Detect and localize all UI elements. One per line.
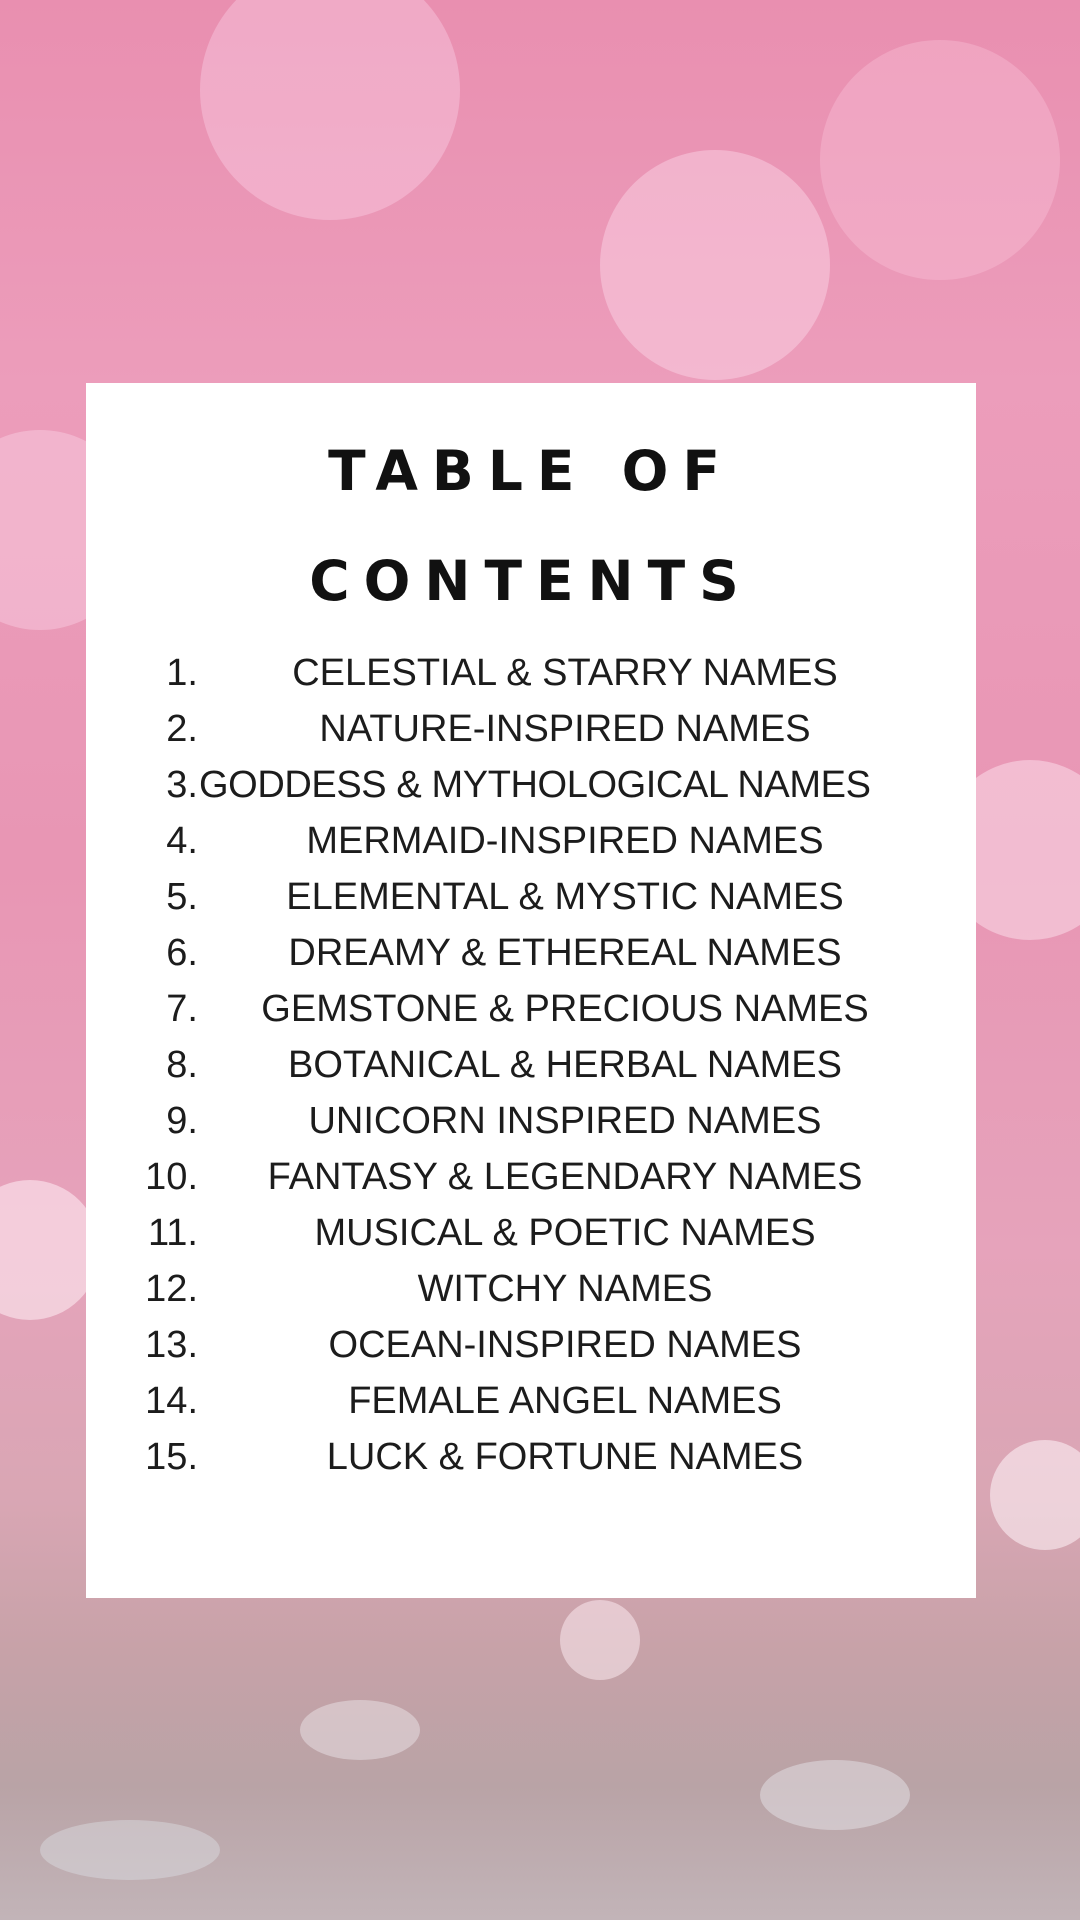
toc-item-number: 8.	[166, 1044, 198, 1086]
bokeh-light	[300, 1700, 420, 1760]
toc-item	[86, 757, 976, 813]
toc-item-label: GEMSTONE & PRECIOUS NAMES	[261, 988, 869, 1030]
toc-item	[86, 1037, 976, 1093]
toc-item-label: CELESTIAL & STARRY NAMES	[292, 652, 838, 694]
toc-item	[86, 1373, 976, 1429]
toc-item	[86, 1317, 976, 1373]
toc-item	[86, 645, 976, 701]
toc-item-number: 5.	[166, 876, 198, 918]
bokeh-light	[760, 1760, 910, 1830]
toc-item-number: 9.	[166, 1100, 198, 1142]
toc-item	[86, 981, 976, 1037]
toc-item	[86, 1149, 976, 1205]
toc-item	[86, 925, 976, 981]
toc-item-label: BOTANICAL & HERBAL NAMES	[288, 1044, 842, 1086]
toc-item-number: 12.	[145, 1268, 198, 1310]
bokeh-light	[820, 40, 1060, 280]
toc-item-number: 11.	[147, 1212, 198, 1254]
toc-item	[86, 1261, 976, 1317]
toc-item-number: 6.	[166, 932, 198, 974]
toc-item-number: 4.	[166, 820, 198, 862]
toc-item-number: 13.	[145, 1324, 198, 1366]
bokeh-light	[990, 1440, 1080, 1550]
toc-item	[86, 1429, 976, 1485]
toc-item	[86, 701, 976, 757]
bokeh-light	[0, 1180, 100, 1320]
toc-list	[86, 645, 976, 1485]
bokeh-light	[200, 0, 460, 220]
toc-item-number: 10.	[145, 1156, 198, 1198]
toc-item	[86, 813, 976, 869]
toc-item-label: FANTASY & LEGENDARY NAMES	[267, 1156, 863, 1198]
toc-item-label: WITCHY NAMES	[417, 1268, 713, 1310]
toc-item-label: NATURE-INSPIRED NAMES	[319, 708, 811, 750]
toc-item-number: 1.	[166, 652, 198, 694]
bokeh-light	[40, 1820, 220, 1880]
toc-item-label: MERMAID-INSPIRED NAMES	[306, 820, 824, 862]
toc-item-number: 7.	[166, 988, 198, 1030]
toc-item-label: GODDESS & MYTHOLOGICAL NAMES	[199, 764, 871, 806]
toc-item-number: 2.	[166, 708, 198, 750]
bokeh-light	[560, 1600, 640, 1680]
page-title-line-1: TABLE OF	[328, 439, 734, 503]
toc-item-label: ELEMENTAL & MYSTIC NAMES	[286, 876, 844, 918]
toc-item-label: MUSICAL & POETIC NAMES	[314, 1212, 816, 1254]
page-title-line-2: CONTENTS	[309, 549, 753, 613]
table-of-contents-card	[86, 383, 976, 1598]
toc-item-number: 3.	[166, 764, 198, 806]
toc-item	[86, 869, 976, 925]
toc-item-label: LUCK & FORTUNE NAMES	[326, 1436, 804, 1478]
toc-item	[86, 1205, 976, 1261]
toc-item-label: FEMALE ANGEL NAMES	[348, 1380, 782, 1422]
toc-item-label: UNICORN INSPIRED NAMES	[308, 1100, 822, 1142]
toc-item-number: 15.	[145, 1436, 198, 1478]
toc-item-label: DREAMY & ETHEREAL NAMES	[288, 932, 842, 974]
toc-item-label: OCEAN-INSPIRED NAMES	[328, 1324, 802, 1366]
bokeh-light	[600, 150, 830, 380]
toc-item	[86, 1093, 976, 1149]
toc-item-number: 14.	[145, 1380, 198, 1422]
